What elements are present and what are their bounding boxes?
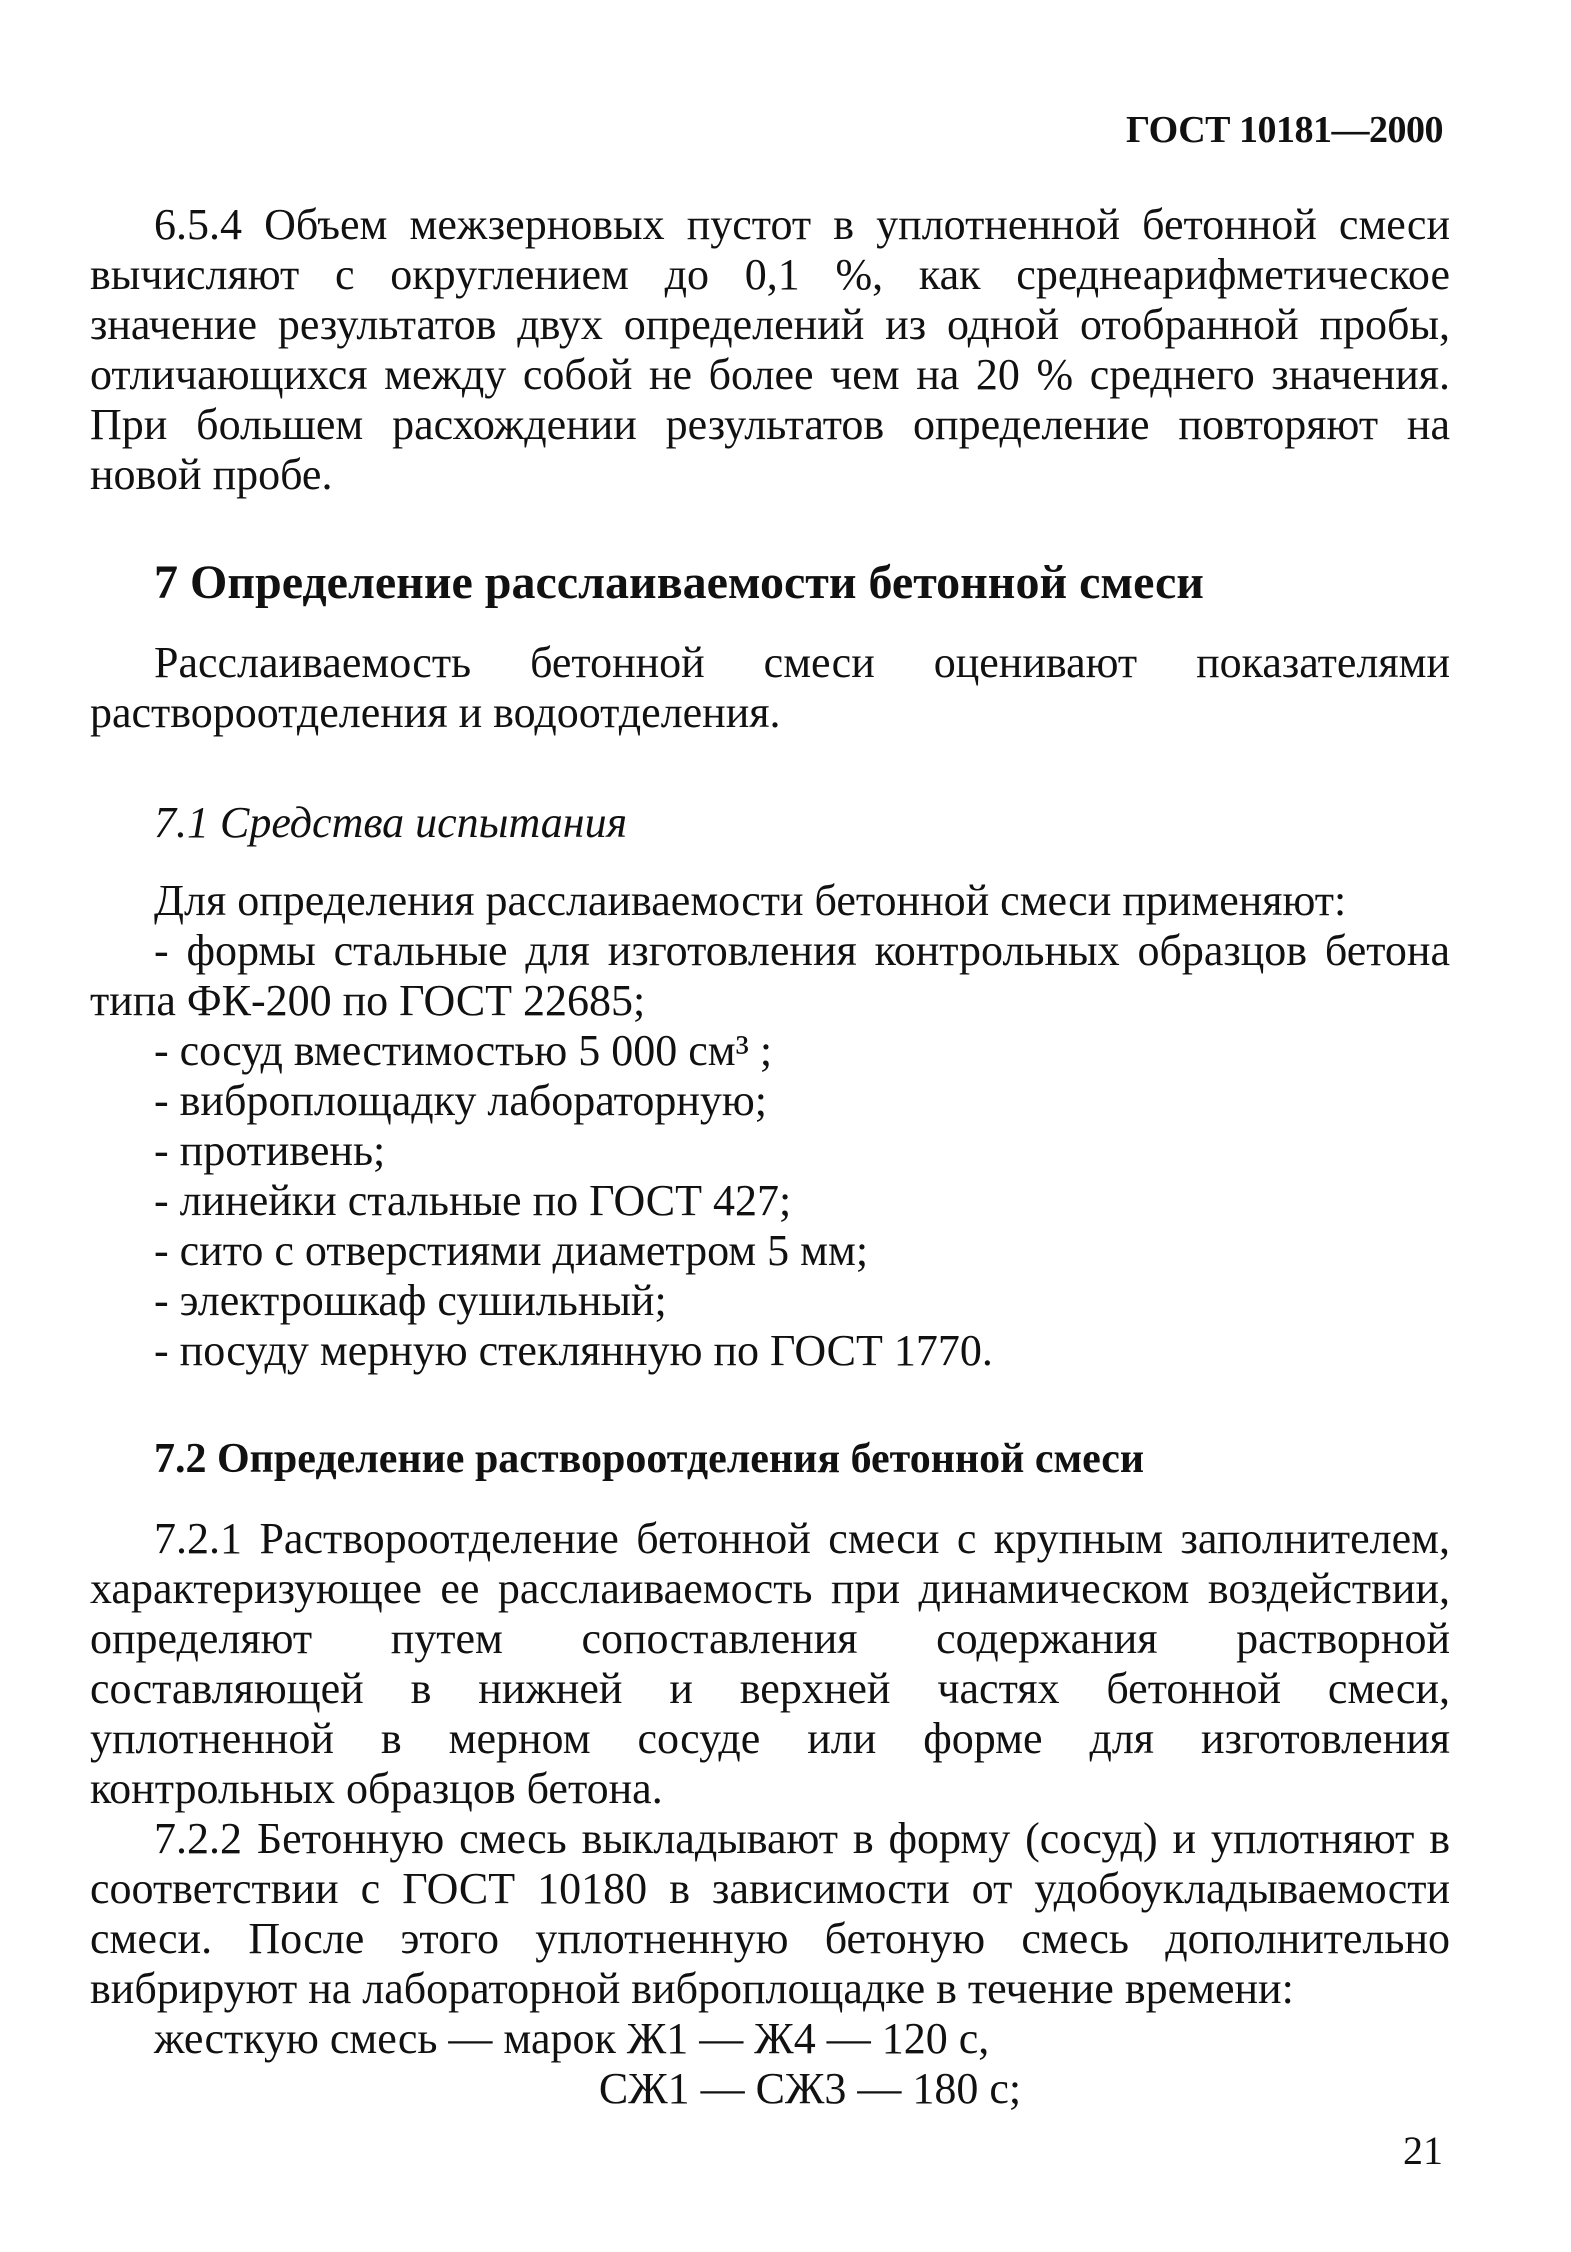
paragraph-6-5-4: 6.5.4 Объем межзерновых пустот в уплотненной бетонной смеси вычисляют с округлением до 0,1 %, как среднеарифметическое значение результатов двух определений из одной отобранной пробы, отличающихся между собой не более чем на 20 % среднего значения. При большем расхождении результатов определение повторяют на новой пробе.	[90, 200, 1450, 499]
list-item: - виброплощадку лабораторную;	[154, 1076, 767, 1125]
section-7-1-heading: 7.1 Средства испытания	[154, 798, 628, 847]
section-7-heading: 7 Определение расслаиваемости бетонной смеси	[154, 556, 1204, 609]
list-item: - электрошкаф сушильный;	[154, 1276, 667, 1325]
page-number: 21	[1403, 2128, 1443, 2173]
section-7-1-intro: Для определения расслаиваемости бетонной смеси применяют:	[154, 876, 1347, 925]
document-header: ГОСТ 10181—2000	[1125, 109, 1443, 151]
list-item: - сито с отверстиями диаметром 5 мм;	[154, 1226, 869, 1275]
section-7-2-heading: 7.2 Определение раствороотделения бетонной смеси	[154, 1436, 1145, 1482]
list-item: - формы стальные для изготовления контрольных образцов бетона типа ФК-200 по ГОСТ 22685;	[90, 926, 1450, 1025]
paragraph-7-2-1: 7.2.1 Раствороотделение бетонной смеси с крупным заполнителем, характеризующее ее расслаиваемость при динамическом воздействии, определяют путем сопоставления содержания растворной составляющей в нижней и верхней частях бетонной смеси, уплотненной в мерном сосуде или форме для изготовления контрольных образцов бетона.	[90, 1514, 1450, 1813]
mark-line-1: жесткую смесь — марок Ж1 — Ж4 — 120 с,	[154, 2014, 990, 2063]
list-item: - противень;	[154, 1126, 386, 1175]
mark-line-2: СЖ1 — СЖ3 — 180 с;	[598, 2064, 1022, 2113]
list-item: - посуду мерную стеклянную по ГОСТ 1770.	[154, 1326, 993, 1375]
document-body	[90, 200, 1450, 2114]
equipment-list	[90, 926, 1450, 1376]
list-item: - сосуд вместимостью 5 000 см³ ;	[154, 1026, 773, 1075]
paragraph-7-2-2: 7.2.2 Бетонную смесь выкладывают в форму (сосуд) и уплотняют в соответствии с ГОСТ 10180 в зависимости от удобоукладываемости смеси. После этого уплотненную бетоную смесь дополнительно вибрируют на лабораторной виброплощадке в течение времени:	[90, 1814, 1450, 2013]
section-7-intro: Расслаиваемость бетонной смеси оценивают показателями раствороотделения и водоотделения.	[90, 638, 1450, 737]
list-item: - линейки стальные по ГОСТ 427;	[154, 1176, 792, 1225]
